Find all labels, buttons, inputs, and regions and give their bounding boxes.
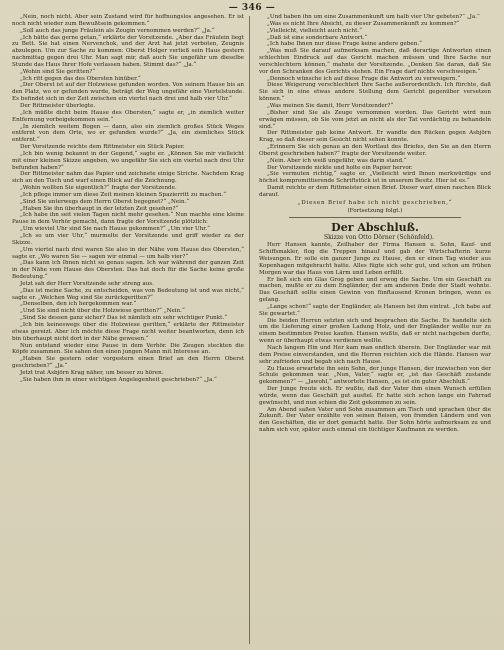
paragraph: „Dennoch wünsche ich auf diese Frage die Antwort zu verweigern.“ [267,75,461,82]
paragraph: „Vielleicht, vielleicht auch nicht.“ [267,27,363,34]
paragraph: „Und Sie sind nicht über die Holzwiese geritten?“ „Nein.“ [20,308,185,315]
paragraph: Der Vorsitzende nickte und holte ein Papier hervor. [267,164,413,171]
paragraph: „Daß ist eine sonderbare Antwort.“ [267,34,368,41]
paragraph: „Sie vermuten richtig,“ sagte er. „Vielleicht wird Ihnen merkwürdige und höchst kompromittierende Schriftstück ist in unserem Besitz. Hier ist es.“ [259,171,491,185]
paragraph: „Ich bin keineswegs über die Holzwiese geritten,“ erklärte der Rittmeister etwas gereizt. Aber ich möchte diese Frage nicht weiter beantworten, denn ich bin überhaupt nicht dort in der Nähe gewesen.“ [12,321,244,342]
paragraph: Der Rittmeister überlegte. [20,102,96,109]
paragraph: Der Rittmeister gab keine Antwort. Er wandte den Rücken gegen Asbjörn Krag, so daß dieser sein Gesicht nicht sehen konnte. [259,130,491,144]
paragraph: „Um viertel nach drei waren Sie also in der Nähe vom Hause des Obersten,“ sagte er. „Wo waren Sie — sagen wir einmal — um halb vier?“ [12,246,244,260]
story-paragraph: „Lange schon!“ sagte der Engländer, als Hansen bei ihm eintrat. „Ich habe auf Sie gewartet.“ [259,303,491,317]
page-number: — 346 — [228,3,276,13]
paragraph: „Sind Sie dessen ganz sicher? Das ist nämlich ein sehr wichtiger Punkt.“ [20,315,228,322]
paragraph: Der Vorsitzende reichte dem Rittmeister ein Stück Papier. [20,144,185,151]
column-divider [249,16,250,644]
paragraph: Der Rittmeister nahm das Papier und zeichnete einige Striche. Nachdem Krag sich an den Tisch und warf einen Blick auf die Zeichnung. [12,171,244,185]
story-paragraph: Er ließ sich ein Glas Grog geben und erwog die Sache. Um ein Geschäft zu machen, mußte er zu dem Engländer, der am anderen Ende der Stadt wohnte. Das Geschäft sollte einen Gewinn von fünftausend Kronen bringen, wenn es gelang. [259,276,491,304]
story-body [259,242,491,434]
paragraph: „Das kann ich Ihnen nicht so genau sagen. Ich war während der ganzen Zeit in der Nähe vom Hause des Obersten. Das hat doch für die Sache keine große Bedeutung.“ [12,260,244,281]
paragraph: Jetzt sah der Herr Vorsitzende sehr streng aus. [20,280,154,287]
paragraph: „Wohin sind Sie geritten?“ [20,68,96,75]
paragraph: (Fortsetzung folgt.) [347,207,403,214]
story-paragraph: Die beiden Herren setzten sich und besprachen die Sache. Es handelte sich um die Lieferung einer großen Ladung Holz, und der Engländer wollte nur zu einem bestimmten Preise kaufen. Hansen wußte, daß er nicht nachgeben durfte, wenn er überhaupt etwas verdienen wollte. [259,317,491,345]
paragraph: „Ich bin wenig bekannt in der Gegend,“ sagte er. „Können Sie mir vielleicht mit einer kleinen Skizze angeben, wo ungefähr Sie sich ein viertel nach drei Uhr befunden haben?“ [12,150,244,171]
paragraph: „Diesen Brief habe ich nicht geschrieben,“ [297,199,453,206]
paragraph: „Haben Sie ihn überhaupt in der letzten Zeit gesehen?“ [20,205,179,212]
story-byline: Skizze von Otto Dörner (Schönfeld). [324,234,434,242]
paragraph: „Wohin wollten Sie eigentlich?“ fragte der Vorsitzende. [20,185,177,192]
story-title: Der Abschluß. [331,221,419,235]
left-column [12,14,244,646]
story-paragraph: Der Junge freute sich. Er wußte, daß der Vater ihm einen Wunsch erfüllen würde, wenn das Geschäft gut ausfiel. Er hatte sich schon lange ein Fahrrad gewünscht, und nun schien die Zeit gekommen zu sein. [259,386,491,406]
paragraph: Nun entstand wieder eine Pause in dem Verhör. Die Zeugen steckten die Köpfe zusammen. Sie sahen den einen jungen Mann mit Interesse an. [12,342,244,356]
paragraph: „Nein. Aber ich weiß ungefähr, was darin stand.“ [267,157,407,164]
paragraph: „Was muß Sie darauf aufmerksam machen, daß derartige Antworten einen schlechten Eindruck auf das Gericht machen müssen und Ihre Sache nur verschlechtern können,“ mahnte der Vorsitzende. „Denken Sie daran, daß Sie vor den Schranken des Gerichts stehen. Ein Frage darf nichts verschweigen.“ [259,48,491,75]
paragraph: „Ich pflege immer um diese Zeit meinen kleinen Spazierritt zu machen.“ [20,191,227,198]
paragraph: „In ziemlich weitem Bogen — dann, also ein ziemlich großes Stück Weges entfernt von dem Orte, wo er gefunden wurde?“ „Ja, ein ziemliches Stück entfernt.“ [12,123,244,144]
right-column [259,14,491,646]
paragraph: „Ich ritt gegen das des Obersten hinüber.“ [20,75,141,82]
section-rule [289,217,461,218]
paragraph: „Um wieviel Uhr sind Sie nach Hause gekommen?“ „Um vier Uhr.“ [20,226,210,233]
story-paragraph: Herr Hansen kannte, Zeilhaber der Firma Hansen u. Sohn, Kauf- und Schiffsmakler, flog die Treppen hinauf und gab der Wirtschafterin kurze Weisungen. Er solle ein ganzer Junge zu Hause, den er einen Tag wieder aus Kopenhagen mitgebracht hatte. Alles fügte sich sehr gut, und schon am frühen Morgen war das Haus von Lärm und Leben erfüllt. [259,242,491,276]
paragraph: „Sind Sie unterwegs dem Herrn Oberst begegnet?“ „Nein.“ [20,198,190,205]
paragraph: „Ich habe ihn seit vielen Tagen nicht mehr gesehen.“ Nun machte eine kleine Pause in dem Verhör gemacht, dann fragte der Vorsitzende plötzlich: [12,212,244,226]
paragraph: „Ich müßte dicht beim Hause des Obersten,“ sagte er, „in ziemlich weiter Entfernung vorbeigekommen sein.“ [12,109,244,123]
story-paragraph: Zu Hause erwartete ihn sein Sohn, der junge Hansen, der inzwischen von der Schule gekommen war. „Nun, Vater,“ sagte er, „ist das Geschäft zustande gekommen?“ — „Jawohl,“ antwortete Hansen, „es ist ein guter Abschluß.“ [259,365,491,386]
paragraph: „Bisher sind Sie als Zeuge vernommen worden. Das Gericht wird nun erwägen müssen, ob Sie vom jetzt an nicht als der Tat verdächtig zu behandeln sind.“ [259,109,491,130]
paragraph: „Haben Sie gestern oder vorgestern einen Brief an den Herrn Oberst geschrieben?“ „Ja.“ [12,356,244,370]
paragraph: „Ich habe Ihnen nur diese Frage keine andere geben.“ [267,41,422,48]
story-paragraph: Nach langem Hin und Her kam man endlich überein. Der Engländer war mit dem Preise einverstanden, und die Herren reichten sich die Hände. Hansen war sehr zufrieden und begab sich nach Hause. [259,344,491,365]
paragraph: Jetzt trat Asbjörn Krag näher, um besser zu hören. [20,369,164,376]
story-paragraph: Am Abend saßen Vater und Sohn zusammen am Tisch und sprachen über die Zukunft. Der Vater erzählte von seinen Reisen, von fremden Ländern und von den Geschäften, die er dort gemacht hatte. Der Sohn hörte aufmerksam zu und nahm sich vor, später auch einmal ein tüchtiger Kaufmann zu werden. [259,406,491,434]
paragraph: „Denselben, den ich hergekommen war.“ [20,301,137,308]
paragraph: Diese Weigerung verschlechtert Ihre Sache außerordentlich. Ich fürchte, daß Sie sich in eine etwas andere Stellung dem Gericht gegenüber versetzen können.“ [259,82,491,103]
paragraph: „Nein, noch nicht. Aber sein Zustand wird für hoffnungslos angesehen. Er ist noch nicht wieder zum Bewußtsein gekommen.“ [12,14,244,27]
paragraph: „Ich hätte das gerne getan,“ erklärte der Vorsitzende. „Aber das Fräulein liegt zu Bett. Sie hat einen Nervenchok, und der Arzt hat jetzt verboten, Zeugnis abzulegen. Um zur Sache zu kommen: Oberst Holger verließ sein Haus gestern nachmittag gegen drei Uhr. Man sagt mir, daß auch Sie ungefähr um dieselbe Stunde das Haus Ihrer Hofe verlassen haben. Stimmt das?“ „Ja.“ [12,34,244,68]
paragraph: „Ich so um vier Uhr,“ murmelte der Vorsitzende und griff wieder zu der Skizze. [12,233,244,246]
paragraph: „Was es nicht Ihre Absicht, zu dieser Zusammenkunft zu kommen?“ [267,20,460,27]
paragraph: „Soll auch das junge Fräulein als Zeugin vernommen werden?“ „Ja.“ [20,27,215,34]
paragraph: „Und haben ihn um eine Zusammenkunft um halb vier Uhr gebeten?“ „Ja.“ [267,14,480,20]
paragraph: „Sie haben ihm in einer wichtigen Angelegenheit geschrieben?“ „Ja.“ [20,376,217,383]
serial-continuation [259,14,491,214]
paragraph: „Das ist meine Sache, zu entscheiden, was von Bedeutung ist und was nicht,“ sagte er. „Welchen Weg sind Sie zurückgeritten?“ [12,287,244,301]
paragraph: „Der Oberst ist auf der Holzwiese gefunden worden. Von seinem Hause bis an den Platz, wo er gefunden wurde, beträgt der Weg ungefähr eine Viertelstunde. Es befindet sich in der Zeit zwischen ein viertel nach drei und halb vier Uhr.“ [12,82,244,103]
paragraph: „Erinnern Sie sich genau an den Wortlaut des Briefes, den Sie an den Herrn Oberst geschrieben haben?“ fragte der Vorsitzende weiter. [259,144,491,157]
paragraph: „Was meinen Sie damit, Herr Vorsitzender?“ [267,102,394,109]
paragraph: Damit reichte er dem Rittmeister einen Brief. Dieser warf einen raschen Blick darauf. [259,185,491,198]
